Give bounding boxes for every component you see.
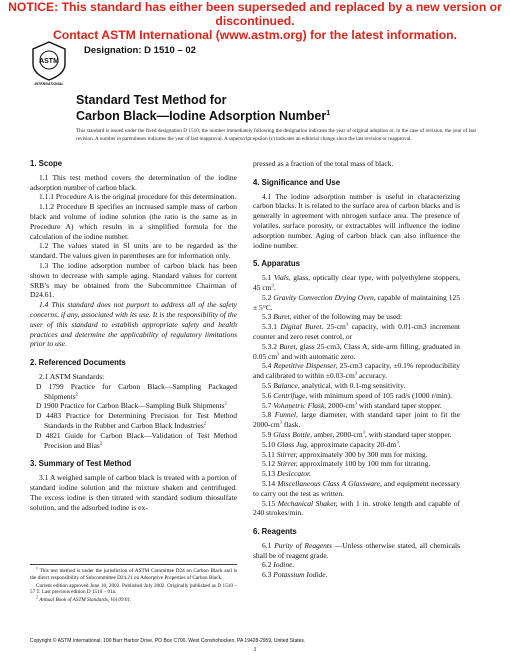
page-number: 1 xyxy=(253,646,257,653)
item-number: 5.7 xyxy=(262,400,272,410)
reference-text: D 4821 Guide for Carbon Black—Validation of Test Method Precision and Bias xyxy=(36,430,237,450)
numbered-item xyxy=(253,499,460,519)
notice-line-2: Contact ASTM International (www.astm.org) for the latest information. xyxy=(52,28,457,42)
item-superscript: 3 xyxy=(277,351,280,357)
item-tail: capacity, with 0.01-cm3 increment counter and zero reset control, or xyxy=(253,322,461,341)
section-heading-apparatus: 5. Apparatus xyxy=(253,259,300,269)
item-superscript: 3 xyxy=(279,419,282,425)
item-tail: . xyxy=(398,439,401,449)
left-column xyxy=(30,159,237,512)
issuance-note: This standard is issued under the fixed designation D 1510; the number immediately following the designation indicates the year of original adoption or, in the case of revision, the year of last revision. A number in parentheses indicates the year of last reapproval. A superscript epsilon (ε) indicates an editorial change since the last revision or reapproval. xyxy=(76,128,476,143)
para-1-1-1: 1.1.1 Procedure A is the original procedure for this determination. xyxy=(39,192,237,202)
item-name: Glass Bottle, xyxy=(273,429,312,439)
apparatus-list xyxy=(253,273,460,518)
item-number: 5.15 xyxy=(262,498,276,508)
numbered-item xyxy=(253,541,460,561)
numbered-item xyxy=(253,479,460,499)
item-text: with minimum speed of 105 rad/s (1000 r/min). xyxy=(309,390,452,400)
item-name: Glass Jug, xyxy=(277,439,309,449)
item-number: 5.6 xyxy=(262,390,272,400)
footnote-mark: 1 xyxy=(36,566,38,571)
reference-text: D 1799 Practice for Carbon Black—Sampling Packaged Shipments xyxy=(36,381,237,401)
numbered-item xyxy=(253,293,460,313)
footnote-2 xyxy=(30,597,237,604)
item-name: Mechanical Shaker, xyxy=(277,498,338,508)
item-name: Funnel, xyxy=(274,410,298,420)
section-heading-scope: 1. Scope xyxy=(30,159,63,168)
para-3-1: 3.1 A weighed sample of carbon black is treated with a portion of standard iodine solution and the mixture shaken and centrifuged. The excess iodine is then titrated with standard sodium thiosulfate solution, and the adsorbed iodine is ex- xyxy=(30,473,237,512)
astm-logo-icon xyxy=(30,40,68,86)
numbered-item xyxy=(253,322,460,342)
item-name: Stirrer, xyxy=(276,449,298,459)
item-number: 5.14 xyxy=(262,478,276,488)
para-1-1: 1.1 This test method covers the determination of the iodine adsorption number of carbon black. xyxy=(30,172,237,192)
para-1-3: 1.3 The iodine adsorption number of carbon black has been shown to decrease with sample aging. Standard values for current SRB’s may be obtained from the Subcommittee Chairman of D24.61. xyxy=(30,260,237,300)
item-superscript: 3 xyxy=(345,321,349,327)
item-text: glass 25-cm3, Class A, side-arm filling, graduated in 0.05 cm xyxy=(253,341,460,361)
logo-text: ASTM xyxy=(39,58,59,65)
section-heading-significance: 4. Significance and Use xyxy=(253,177,341,187)
item-number: 5.5 xyxy=(262,380,272,390)
item-superscript: 3 xyxy=(362,429,366,435)
reference-item xyxy=(30,431,237,451)
numbered-item xyxy=(253,273,460,293)
item-superscript: 3 xyxy=(354,400,358,406)
item-name: Potassium Iodide. xyxy=(273,570,328,580)
item-text: —Unless otherwise stated, all chemicals shall be of reagent grade. xyxy=(253,540,460,560)
item-name: Iodine. xyxy=(273,560,295,570)
item-number: 6.1 xyxy=(262,540,272,550)
item-tail: with standard taper stopper. xyxy=(357,400,442,410)
item-superscript: 3 xyxy=(271,282,274,288)
para-1-2: 1.2 The values stated in SI units are to be regarded as the standard. The values given in parentheses are for information only. xyxy=(30,241,237,261)
item-number: 5.12 xyxy=(262,459,276,469)
item-number: 5.13 xyxy=(262,469,276,479)
item-text: 2000-cm xyxy=(328,400,355,410)
item-tail: flask. xyxy=(281,420,301,430)
numbered-item xyxy=(253,430,460,440)
item-text: approximate capacity 20-dm xyxy=(310,439,397,449)
reference-item xyxy=(30,401,237,411)
item-text: approximately 300 by 300 mm for mixing. xyxy=(299,449,428,459)
item-number: 5.3.1 xyxy=(262,322,277,332)
item-text: glass, optically clear type, with polyethylene stoppers, 45 cm xyxy=(253,273,461,292)
item-number: 6.3 xyxy=(262,570,272,580)
designation: Designation: D 1510 – 02 xyxy=(84,45,196,56)
title-line-1: Standard Test Method for xyxy=(76,93,227,107)
item-tail: . xyxy=(273,282,276,292)
para-1-1-2: 1.1.2 Procedure B specifies an increased sample mass of carbon black and volume of iodine solution (the ratio is the same as in Procedure A) which results in a simplified formula for the calculation of the iodine number. xyxy=(30,202,237,241)
item-text: 25-cm xyxy=(326,322,346,332)
numbered-item xyxy=(253,440,460,450)
copyright-line: Copyright © ASTM International, 100 Barr Harbor Drive, PO Box C700, West Conshohocken, PA 19428-2959, United States. xyxy=(30,638,306,644)
item-number: 5.9 xyxy=(262,429,272,439)
numbered-item xyxy=(253,459,460,469)
item-number: 5.1 xyxy=(262,273,272,283)
numbered-item xyxy=(253,570,460,580)
item-name: Buret, xyxy=(279,341,298,351)
item-name: Desiccator. xyxy=(277,469,311,479)
reagents-list xyxy=(253,541,460,580)
reference-text: D 4483 Practice for Determining Precision for Test Method Standards in the Rubber and Carbon Black Industries xyxy=(36,411,237,430)
item-superscript: 3 xyxy=(354,370,358,376)
item-name: Volumetric Flask, xyxy=(273,400,327,410)
right-column xyxy=(253,159,460,580)
footnote-1-edition: Current edition approved June 10, 2002. Published July 2002. Originally published as D 1510 – 57 T. Last previous edition D 1510 – 01a. xyxy=(30,582,237,595)
reference-footnote-mark: 2 xyxy=(203,420,207,426)
item-tail: and with automatic zero. xyxy=(279,351,356,361)
item-number: 5.11 xyxy=(262,449,275,459)
section-heading-references: 2. Referenced Documents xyxy=(30,358,126,368)
numbered-item xyxy=(253,401,460,411)
numbered-item xyxy=(253,342,460,362)
reference-footnote-mark: 2 xyxy=(75,391,78,397)
reference-item xyxy=(30,382,237,402)
section-heading-summary: 3. Summary of Test Method xyxy=(30,459,132,469)
footnote-mark: 2 xyxy=(36,595,38,600)
item-text: and equipment necessary to carry out the test as written. xyxy=(253,478,461,498)
title-main: Carbon Black—Iodine Adsorption Number xyxy=(76,109,327,124)
item-name: Purity of Reagents xyxy=(274,540,332,550)
document-title xyxy=(76,94,476,123)
item-number: 5.8 xyxy=(262,410,272,420)
item-superscript: 3 xyxy=(396,439,399,445)
item-tail: accuracy. xyxy=(357,371,387,381)
numbered-item xyxy=(253,560,460,570)
item-name: Repetitive Dispenser, xyxy=(273,361,338,371)
item-number: 6.2 xyxy=(262,560,272,570)
para-4-1: 4.1 The iodine adsorption number is useful in characterizing carbon blacks. It is related to the surface area of carbon blacks and is generally in agreement with nitrogen surface area. The presence of volatiles, surface porosity, or extractables will influence the iodine adsorption number. Aging of carbon black can also influence the iodine number. xyxy=(253,191,460,250)
item-text: amber, 2000-cm xyxy=(313,429,363,439)
item-text: with 1 in. stroke length and capable of 240 strokes/min. xyxy=(253,498,461,518)
item-number: 5.3 xyxy=(262,312,272,322)
footnote-text: Annual Book of ASTM Standards, Vol 09.01. xyxy=(39,597,132,603)
footnote-text: This test method is under the jurisdiction of ASTM Committee D24 on Carbon Black and is the direct responsibility of Subcommittee D24.21 on Adsorptive Properties of Carbon Black. xyxy=(30,568,238,581)
item-text: large diameter, with standard taper joint to fit the 2000-cm xyxy=(253,410,461,430)
numbered-item xyxy=(253,450,460,460)
para-3-1-continued: pressed as a fraction of the total mass of black. xyxy=(253,159,394,168)
reference-item xyxy=(30,411,237,431)
footnote-1 xyxy=(30,568,237,581)
item-name: Gravity Convection Drying Oven, xyxy=(273,292,376,302)
item-number: 5.4 xyxy=(262,361,272,371)
title-line-2 xyxy=(76,107,476,123)
title-footnote-mark: 1 xyxy=(326,110,331,117)
section-heading-reagents: 6. Reagents xyxy=(253,527,297,537)
numbered-item xyxy=(253,410,460,430)
item-text: analytical, with 0.1-mg sensitivity. xyxy=(301,380,406,390)
para-1-4: 1.4 This standard does not purport to address all of the safety concerns, if any, associated with its use. It is the responsibility of the user of this standard to establish appropriate safety and health practices and determine the applicability of regulatory limitations prior to use. xyxy=(30,300,237,349)
numbered-item xyxy=(253,469,460,479)
item-name: Balance, xyxy=(273,380,300,390)
notice-line-1: NOTICE: This standard has either been superseded and replaced by a new version or discontinued. xyxy=(8,0,502,28)
item-text: either of the following may be used: xyxy=(293,312,403,322)
item-name: Centrifuge, xyxy=(273,390,308,400)
numbered-item xyxy=(253,381,460,391)
reference-text: D 1900 Practice for Carbon Black—Sampling Bulk Shipments xyxy=(36,401,225,411)
item-text: 25-cm3 capacity, ±0.1% reproducibility and calibrated to within ±0.03-cm xyxy=(253,361,460,381)
supersede-notice xyxy=(0,0,510,42)
footnotes xyxy=(30,564,237,605)
item-number: 5.2 xyxy=(262,292,272,302)
item-text: approximately 100 by 100 mm for titrating. xyxy=(299,459,431,469)
numbered-item xyxy=(253,361,460,381)
numbered-item xyxy=(253,312,460,322)
item-name: Digital Buret. xyxy=(280,322,324,332)
item-name: Stirrer, xyxy=(277,459,298,469)
item-tail: , with standard taper stopper. xyxy=(365,429,452,439)
item-name: Buret, xyxy=(273,312,292,322)
item-name: Miscellaneous Class A Glassware, xyxy=(277,478,382,488)
reference-footnote-mark: 2 xyxy=(224,400,227,406)
item-number: 5.10 xyxy=(262,439,276,449)
reference-footnote-mark: 2 xyxy=(99,440,103,446)
item-name: Vials, xyxy=(273,273,291,283)
logo-subtext: INTERNATIONAL xyxy=(34,82,64,86)
item-number: 5.3.2 xyxy=(262,341,277,351)
item-text: capable of maintaining 125 ± 5°C. xyxy=(253,292,460,312)
para-2-1: 2.1 ASTM Standards: xyxy=(39,371,105,381)
